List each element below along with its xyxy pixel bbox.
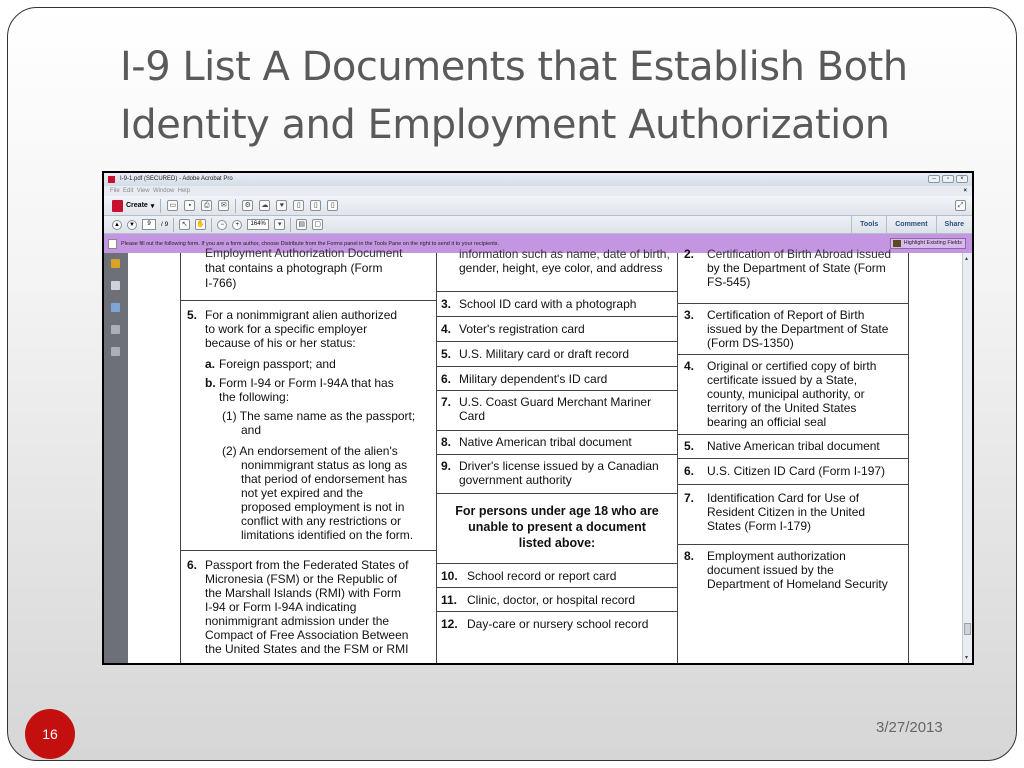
list-text: proposed employment is not in [241, 500, 405, 514]
item-number: 6. [684, 464, 695, 478]
cut-text: Employment Authorization Document [205, 246, 403, 260]
list-text: FS-545) [707, 275, 751, 289]
list-item [678, 355, 908, 435]
full-screen-icon[interactable]: ▢ [312, 219, 323, 230]
list-text: government authority [459, 473, 572, 487]
item-number: 4. [684, 359, 695, 373]
list-text: School record or report card [467, 569, 617, 583]
item-number: 5. [684, 439, 695, 453]
item-number: 8. [684, 549, 695, 563]
list-item [678, 435, 908, 459]
list-item [437, 431, 677, 455]
list-text: I-766) [205, 276, 237, 290]
item-number: b. [205, 376, 216, 390]
pdf-page [180, 246, 910, 663]
chevron-down-icon: ▾ [150, 202, 155, 210]
item-number: 7. [684, 491, 695, 505]
list-item [437, 588, 677, 612]
list-text: Foreign passport; and [219, 357, 336, 371]
review-icon[interactable]: ▯ [327, 200, 338, 211]
bookmark-icon[interactable] [111, 303, 120, 312]
list-text: I-94 or Form I-94A indicating [205, 600, 357, 614]
list-text: to work for a specific employer [205, 322, 368, 336]
item-number: 5. [441, 347, 452, 361]
list-c-column [677, 247, 909, 663]
list-text: document issued by the [707, 563, 834, 577]
menu-bar [104, 186, 972, 196]
print-icon[interactable]: ⎙ [201, 200, 212, 211]
select-cursor-icon[interactable]: ↖ [179, 219, 190, 230]
scroll-up-icon[interactable]: ▴ [965, 256, 969, 262]
list-text: Certification of Report of Birth [707, 308, 865, 322]
list-item [437, 564, 677, 588]
cut-text: Certification of Birth Abroad issued [707, 247, 892, 261]
item-number: 11. [441, 593, 458, 607]
stamp-icon[interactable]: ♥ [276, 200, 287, 211]
left-navigation-pane [104, 253, 128, 663]
list-text: Original or certified copy of birth [707, 359, 877, 373]
tab-tools[interactable]: Tools [851, 216, 886, 234]
open-folder-icon[interactable]: ▭ [167, 200, 178, 211]
list-text: Clinic, doctor, or hospital record [467, 593, 636, 607]
fit-page-icon[interactable]: ▤ [296, 219, 307, 230]
list-text: because of his or her status: [205, 336, 356, 350]
item-number: 10. [441, 569, 458, 583]
pages-icon[interactable] [111, 281, 120, 290]
toolbar-divider [235, 199, 236, 213]
previous-page-icon[interactable]: ▲ [112, 220, 122, 230]
list-item [437, 292, 677, 317]
list-text: Native American tribal document [459, 435, 632, 449]
list-text: U.S. Coast Guard Merchant Mariner [459, 395, 652, 409]
list-item [437, 455, 677, 494]
item-number: 6. [187, 558, 198, 572]
toolbar-divider [211, 218, 212, 232]
highlight-fields-button[interactable] [890, 238, 966, 249]
attachment-icon[interactable] [111, 325, 120, 334]
list-text: Passport from the Federated States of [205, 558, 409, 572]
list-text: Driver's license issued by a Canadian [459, 459, 659, 473]
list-text: the United States and the FSM or RMI [205, 642, 409, 656]
list-text: School ID card with a photograph [459, 297, 637, 311]
create-button[interactable] [112, 200, 154, 212]
cut-text: information such as name, date of birth, [459, 247, 670, 261]
next-page-icon[interactable]: ▼ [127, 220, 137, 230]
list-b-column [436, 247, 677, 663]
email-icon[interactable]: ✉ [218, 200, 229, 211]
list-text: not yet expired and the [241, 486, 364, 500]
list-item [181, 246, 436, 301]
list-text: territory of the United States [707, 401, 857, 415]
list-item [437, 342, 677, 367]
list-text: (2) An endorsement of the alien's [222, 444, 398, 458]
signature-icon[interactable] [111, 347, 120, 356]
save-icon[interactable]: ▪ [184, 200, 195, 211]
toolbar-divider [160, 199, 161, 213]
panel-tabs [851, 216, 972, 234]
list-text: county, municipal authority, or [707, 387, 865, 401]
heading-text: unable to present a document [468, 520, 646, 534]
list-text: (Form DS-1350) [707, 336, 794, 350]
page-total: / 9 [161, 221, 169, 228]
list-item [678, 485, 908, 545]
slide-date: 3/27/2013 [876, 719, 943, 736]
list-text: Voter's registration card [459, 322, 585, 336]
toolbar-divider [173, 218, 174, 232]
zoom-level-input[interactable]: 164% [247, 219, 269, 230]
item-number: 4. [441, 322, 452, 336]
list-text: by the Department of State (Form [707, 261, 886, 275]
form-icon [108, 239, 117, 249]
close-document-icon[interactable]: × [963, 188, 967, 194]
list-item [437, 612, 677, 638]
menu-window[interactable]: Window [152, 188, 175, 194]
tab-share[interactable]: Share [936, 216, 972, 234]
list-item [678, 247, 908, 304]
create-icon [112, 200, 123, 212]
zoom-dropdown-icon[interactable]: ▾ [274, 219, 285, 230]
list-item [678, 545, 908, 645]
heading-text: For persons under age 18 who are [455, 504, 659, 518]
heading-text: listed above: [518, 536, 596, 550]
item-number: 6. [441, 372, 452, 386]
pdf-icon [108, 176, 115, 183]
list-text: Micronesia (FSM) or the Republic of [205, 572, 398, 586]
list-text: Employment authorization [707, 549, 846, 563]
scroll-thumb[interactable] [964, 623, 971, 635]
expand-icon[interactable]: ⤢ [955, 200, 966, 211]
list-text: (1) The same name as the passport; [222, 409, 416, 423]
list-item [437, 391, 677, 431]
list-item [678, 459, 908, 485]
item-number: 5. [187, 308, 198, 322]
highlight-icon [893, 240, 901, 247]
list-item [437, 247, 677, 292]
share-doc-icon[interactable]: ▯ [293, 200, 304, 211]
export-icon[interactable]: ▯ [310, 200, 321, 211]
create-label: Create [126, 202, 148, 209]
zoom-in-icon[interactable]: + [232, 220, 242, 230]
window-title: I-9-1.pdf (SECURED) - Adobe Acrobat Pro [120, 176, 233, 182]
list-text: limitations identified on the form. [241, 528, 414, 542]
lock-icon[interactable] [111, 259, 120, 268]
item-number: 8. [441, 435, 452, 449]
window-titlebar [104, 173, 972, 186]
list-text: Native American tribal document [707, 439, 880, 453]
list-text: Resident Citizen in the United [707, 505, 866, 519]
list-text: the Marshall Islands (RMI) with Form [205, 586, 402, 600]
list-a-column [180, 246, 436, 663]
item-number: 3. [441, 297, 452, 311]
list-text: issued by the Department of State [707, 322, 889, 336]
list-text: bearing an official seal [707, 415, 827, 429]
toolbar-divider [290, 218, 291, 232]
gear-icon[interactable]: ⚙ [242, 200, 253, 211]
list-text: For a nonimmigrant alien authorized [205, 308, 398, 322]
scroll-down-icon[interactable]: ▾ [965, 655, 969, 661]
list-text: Form I-94 or Form I-94A that has [219, 376, 394, 390]
document-area [104, 246, 972, 663]
menu-help[interactable]: Help [177, 188, 190, 194]
list-text: nonimmigrant admission under the [205, 614, 390, 628]
list-item [437, 367, 677, 391]
comment-icon[interactable]: ☁ [261, 202, 269, 209]
tab-comment[interactable]: Comment [886, 216, 935, 234]
navigation-toolbar [104, 216, 972, 234]
list-text: that contains a photograph (Form [205, 261, 383, 275]
page-number-input[interactable]: 9 [142, 219, 156, 230]
item-number: 9. [441, 459, 452, 473]
list-text: U.S. Military card or draft record [459, 347, 630, 361]
list-item [437, 317, 677, 342]
list-item [181, 551, 436, 663]
slide-number-badge: 16 [25, 709, 75, 759]
list-text: conflict with any restrictions or [241, 514, 402, 528]
list-item [678, 304, 908, 355]
item-number: 2. [684, 247, 695, 261]
list-text: nonimmigrant status as long as [241, 458, 408, 472]
list-text: Compact of Free Association Between [205, 628, 409, 642]
hand-tool-icon[interactable]: ✋ [196, 221, 206, 228]
list-text: Department of Homeland Security [707, 577, 888, 591]
acrobat-window [104, 173, 972, 663]
list-item [181, 301, 436, 551]
list-text: that period of endorsement has [241, 472, 408, 486]
list-text: Military dependent's ID card [459, 372, 608, 386]
list-text: States (Form I-179) [707, 519, 812, 533]
vertical-scrollbar[interactable] [962, 253, 972, 663]
item-number: 3. [684, 308, 695, 322]
page-margin [128, 253, 180, 663]
menu-view[interactable]: View [136, 188, 150, 194]
list-text: Card [459, 409, 486, 423]
item-number: 12. [441, 617, 458, 631]
list-text: Day-care or nursery school record [467, 617, 649, 631]
list-text: U.S. Citizen ID Card (Form I-197) [707, 464, 886, 478]
highlight-label: Highlight Existing Fields [903, 240, 962, 246]
under-18-heading [437, 494, 677, 564]
main-toolbar [104, 196, 972, 216]
item-number: 7. [441, 395, 452, 409]
slide-title: I-9 List A Documents that Establish Both Identity and Employment Authorization [120, 44, 908, 148]
list-text: certificate issued by a State, [707, 373, 858, 387]
list-text: Identification Card for Use of [707, 491, 860, 505]
list-text: the following: [219, 390, 290, 404]
restore-icon[interactable]: ▫ [942, 175, 954, 183]
form-message: Please fill out the following form. If you are a form author, choose Distribute from the Forms panel in the Tools Pane on the right to send it to your recipients. [121, 240, 500, 247]
item-number: a. [205, 357, 216, 371]
list-text: and [241, 423, 262, 437]
acrobat-screenshot [102, 171, 974, 665]
list-text: gender, height, eye color, and address [459, 261, 663, 275]
zoom-out-icon[interactable]: − [217, 220, 227, 230]
minimize-icon[interactable]: – [928, 175, 940, 183]
close-icon[interactable]: × [956, 175, 968, 183]
menu-file[interactable]: File [110, 188, 120, 194]
menu-edit[interactable]: Edit [123, 188, 134, 194]
